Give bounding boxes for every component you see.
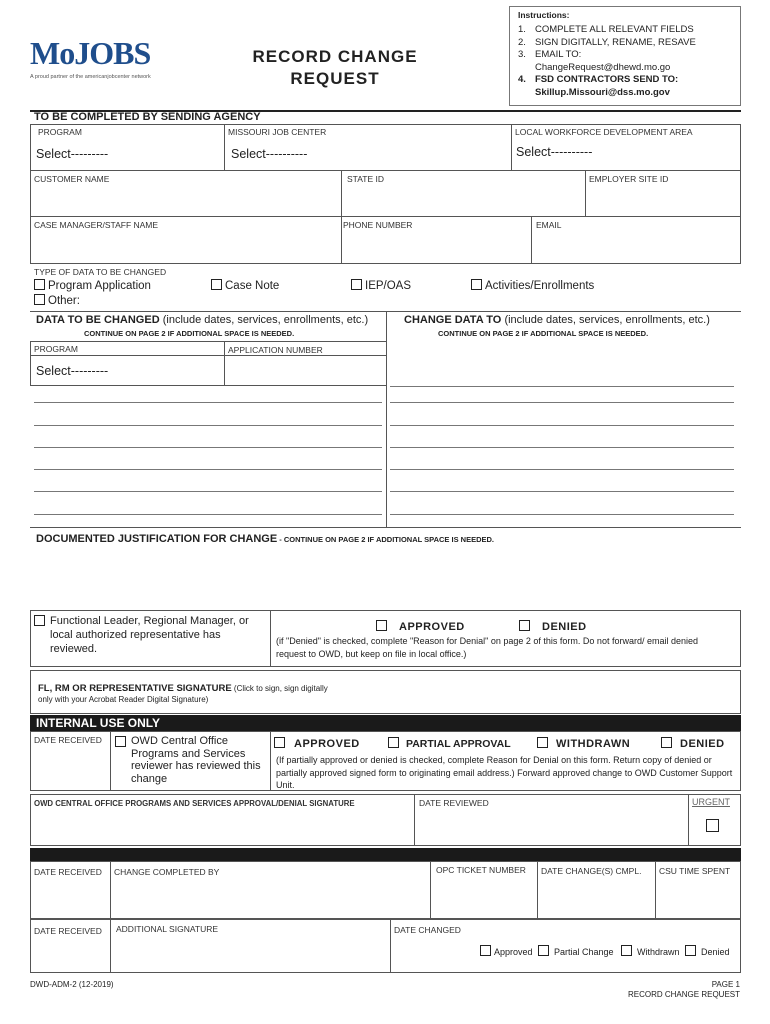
data-type-activities[interactable]: Activities/Enrollments [471, 279, 594, 292]
owd-signature-label: OWD CENTRAL OFFICE PROGRAMS AND SERVICES APPROVAL/DENIAL SIGNATURE [34, 799, 355, 808]
urgent-label: URGENT [692, 797, 730, 807]
instructions-list [518, 24, 732, 99]
logo-text: MoJOBS [30, 35, 151, 71]
checkbox-icon [519, 620, 530, 631]
urgent-checkbox[interactable] [706, 819, 719, 832]
instructions-box [509, 6, 741, 106]
checkbox-icon [661, 737, 672, 748]
checkbox-icon [211, 279, 222, 290]
change-program-label: PROGRAM [34, 344, 78, 354]
checkbox-icon [480, 945, 491, 956]
change-data-to-lines[interactable] [390, 372, 734, 526]
date-reviewed-label: DATE REVIEWED [419, 798, 489, 808]
review-approved-checkbox[interactable]: APPROVED [376, 620, 465, 633]
owd-reviewed-checkbox-row[interactable] [115, 735, 267, 785]
writing-line [390, 386, 734, 387]
checkbox-icon [685, 945, 696, 956]
justification-heading: DOCUMENTED JUSTIFICATION FOR CHANGE - CONTINUE ON PAGE 2 IF ADDITIONAL SPACE IS NEEDED. [36, 533, 495, 545]
date-reviewed-field[interactable] [415, 810, 687, 845]
data-to-be-changed-lines[interactable] [34, 386, 382, 526]
checkbox-icon [621, 945, 632, 956]
instructions-title: Instructions: [518, 10, 570, 20]
justification-field[interactable] [31, 548, 740, 608]
instruction-item: ChangeRequest@dhewd.mo.go [535, 61, 671, 73]
additional-signature-field[interactable] [111, 936, 389, 972]
data-type-label: TYPE OF DATA TO BE CHANGED [34, 267, 167, 277]
final-approved-checkbox[interactable]: Approved [480, 945, 533, 957]
page-title [210, 46, 460, 90]
internal-date-received-label: DATE RECEIVED [34, 735, 102, 745]
change-completed-by-label: CHANGE COMPLETED BY [114, 867, 220, 877]
final-denied-checkbox[interactable]: Denied [685, 945, 730, 957]
completion-fields[interactable] [31, 880, 740, 918]
logo-tagline: A proud partner of the americanjobcenter network [30, 74, 151, 80]
checkbox-icon [115, 736, 126, 747]
checkbox-icon [351, 279, 362, 290]
internal-use-bar: INTERNAL USE ONLY [30, 715, 741, 731]
internal-partial-checkbox[interactable]: PARTIAL APPROVAL [388, 737, 511, 750]
partial-note: (If partially approved or denied is checked, complete Reason for Denial on this form. Return copy of denied or partially approved signed form to originating email address.) Forward approved change to OWD Customer Support Unit. [276, 755, 733, 790]
data-type-other[interactable]: Other: [34, 294, 80, 307]
writing-line [34, 447, 382, 448]
owd-signature-field[interactable] [31, 810, 413, 845]
lwda-select[interactable]: Select---------- [516, 145, 593, 159]
date-changed-label: DATE CHANGED [394, 925, 461, 935]
page-number: PAGE 1 [711, 980, 740, 989]
checkbox-icon [537, 737, 548, 748]
writing-line [34, 469, 382, 470]
state-id-label: STATE ID [347, 174, 384, 184]
additional-signature-label: ADDITIONAL SIGNATURE [116, 924, 219, 934]
employer-site-field[interactable] [586, 186, 740, 215]
writing-line [34, 425, 382, 426]
data-type-program-app[interactable]: Program Application [34, 279, 151, 292]
email-label: EMAIL [536, 220, 562, 230]
writing-line [390, 402, 734, 403]
writing-line [390, 491, 734, 492]
internal-withdrawn-checkbox[interactable]: WITHDRAWN [537, 737, 630, 750]
checkbox-icon [34, 615, 45, 626]
writing-line [34, 491, 382, 492]
title-line-1: RECORD CHANGE [252, 47, 418, 66]
form-name-footer: RECORD CHANGE REQUEST [627, 990, 740, 999]
employer-site-label: EMPLOYER SITE ID [589, 174, 669, 184]
data-type-iep-oas[interactable]: IEP/OAS [351, 279, 411, 292]
internal-approved-checkbox[interactable]: APPROVED [274, 737, 360, 750]
signature-note-2: only with your Acrobat Reader Digital Signature) [38, 695, 209, 704]
case-manager-label: CASE MANAGER/STAFF NAME [34, 220, 159, 230]
title-line-2: REQUEST [290, 69, 380, 88]
writing-line [34, 402, 382, 403]
checkbox-icon [388, 737, 399, 748]
checkbox-icon [34, 279, 45, 290]
checkbox-icon [471, 279, 482, 290]
change-program-select[interactable]: Select--------- [36, 364, 109, 378]
writing-line [390, 469, 734, 470]
to-heading: CHANGE DATA TO (include dates, services, enrollments, etc.) [404, 314, 710, 326]
section-title-sending: TO BE COMPLETED BY SENDING AGENCY [34, 111, 261, 123]
from-continue-note: CONTINUE ON PAGE 2 IF ADDITIONAL SPACE IS NEEDED. [84, 329, 295, 338]
writing-line [390, 514, 734, 515]
email-field[interactable] [532, 232, 740, 263]
date-changes-cmpl-label: DATE CHANGE(S) CMPL. [541, 866, 642, 876]
signature-heading: FL, RM OR REPRESENTATIVE SIGNATURE (Click to sign, sign digitally [38, 683, 328, 694]
writing-line [390, 447, 734, 448]
review-denied-checkbox[interactable]: DENIED [519, 620, 587, 633]
reviewed-checkbox-row[interactable] [34, 614, 266, 656]
date-received-3-label: DATE RECEIVED [34, 926, 102, 936]
data-type-case-note[interactable]: Case Note [211, 279, 279, 292]
customer-name-field[interactable] [31, 186, 340, 215]
logo [30, 36, 170, 94]
writing-line [390, 425, 734, 426]
to-continue-note: CONTINUE ON PAGE 2 IF ADDITIONAL SPACE IS NEEDED. [438, 329, 649, 338]
job-center-label: MISSOURI JOB CENTER [228, 127, 327, 137]
phone-field[interactable] [342, 232, 530, 263]
csu-time-label: CSU TIME SPENT [659, 866, 731, 876]
lwda-label: LOCAL WORKFORCE DEVELOPMENT AREA [515, 127, 693, 137]
from-heading: DATA TO BE CHANGED (include dates, services, enrollments, etc.) [36, 314, 369, 326]
final-partial-checkbox[interactable]: Partial Change [538, 945, 614, 957]
opc-ticket-label: OPC TICKET NUMBER [436, 865, 526, 875]
case-manager-field[interactable] [31, 232, 340, 263]
reviewed-text: Functional Leader, Regional Manager, or local authorized representative has reviewed. [50, 615, 249, 655]
writing-line [34, 514, 382, 515]
checkbox-icon [376, 620, 387, 631]
program-label: PROGRAM [38, 127, 82, 137]
form-id: DWD-ADM-2 (12-2019) [30, 980, 114, 989]
instruction-item: 2. SIGN DIGITALLY, RENAME, RESAVE [518, 36, 696, 48]
denial-note: (if "Denied" is checked, complete "Reason for Denial" on page 2 of this form. Do not forward/ email denied request to OWD, but keep on file in local office.) [276, 636, 698, 659]
phone-label: PHONE NUMBER [343, 220, 413, 230]
customer-name-label: CUSTOMER NAME [34, 174, 110, 184]
internal-denied-checkbox[interactable]: DENIED [661, 737, 725, 750]
instruction-item: Skillup.Missouri@dss.mo.gov [535, 86, 670, 98]
owd-reviewed-text: OWD Central Office Programs and Services reviewer has reviewed this change [131, 735, 261, 785]
state-id-field[interactable] [342, 186, 584, 215]
job-center-select[interactable]: Select---------- [231, 147, 308, 161]
checkbox-icon [538, 945, 549, 956]
app-number-field[interactable] [225, 356, 386, 385]
instruction-item: 1. COMPLETE ALL RELEVANT FIELDS [518, 24, 694, 35]
instruction-item: 3. EMAIL TO: [518, 49, 582, 60]
final-withdrawn-checkbox[interactable]: Withdrawn [621, 945, 680, 957]
instruction-item: 4. FSD CONTRACTORS SEND TO: [518, 74, 679, 85]
divider-bar [30, 848, 741, 861]
checkbox-icon [34, 294, 45, 305]
change-app-number-label: APPLICATION NUMBER [228, 345, 323, 355]
program-select[interactable]: Select--------- [36, 147, 109, 161]
checkbox-icon [274, 737, 285, 748]
date-received-2-label: DATE RECEIVED [34, 867, 102, 877]
